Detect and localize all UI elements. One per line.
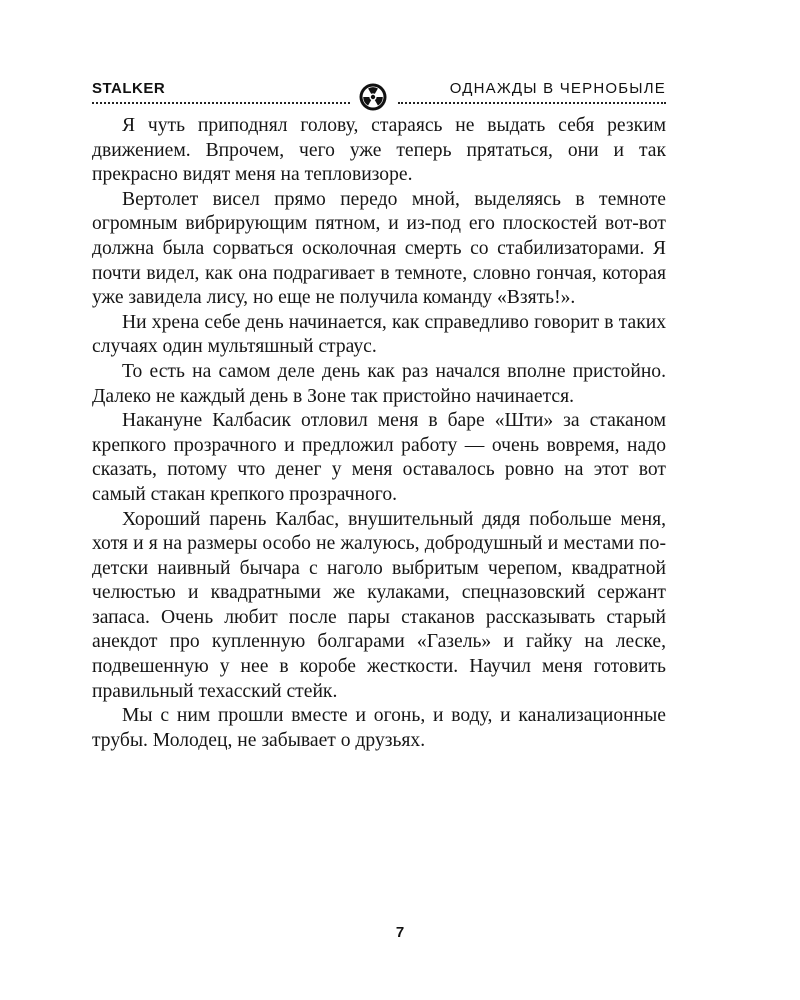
- paragraph: Ни хрена себе день начинается, как справедливо говорит в таких случаях один мультяшный страус.: [92, 311, 666, 358]
- paragraph: Накануне Калбасик отловил меня в баре «Шти» за стаканом крепкого прозрачного и предложил работу — очень вовремя, надо сказать, потому что денег у меня оставалось ровно на этот вот самый стакан крепкого прозрачного.: [92, 410, 666, 505]
- paragraph: Вертолет висел прямо передо мной, выделяясь в темноте огромным вибрирующим пятном, и из-под его плоскостей вот-вот должна была сорваться осколочная смерть со стабилизаторами. Я почти видел, как она подрагивает в темноте, словно гончая, которая уже завидела лису, но еще не получила команду «Взять!».: [92, 188, 666, 309]
- page-number: 7: [395, 924, 405, 941]
- page-body: [92, 114, 666, 753]
- header-dotted-rule-right: [398, 102, 666, 104]
- paragraph: Я чуть приподнял голову, стараясь не выдать себя резким движением. Впрочем, чего уже теперь прятаться, они и так прекрасно видят меня на тепловизоре.: [92, 115, 666, 186]
- header-dotted-rule-left: [92, 102, 350, 104]
- paragraph: То есть на самом деле день как раз начался вполне пристойно. Далеко не каждый день в Зоне так пристойно начинается.: [92, 360, 666, 407]
- paragraph: Хороший парень Калбас, внушительный дядя побольше меня, хотя и я на размеры особо не жалуюсь, добродушный и местами по-детски наивный бычара с наголо выбритым черепом, квадратной челюстью и квадратными же кулаками, спецназовский сержант запаса. Очень любит после пары стаканов рассказывать старый анекдот про купленную болгарами «Газель» и гайку на леске, подвешенную у нее в коробе жесткости. Научил меня готовить правильный техасский стейк.: [92, 508, 666, 702]
- paragraph: Мы с ним прошли вместе и огонь, и воду, и канализационные трубы. Молодец, не забывает о друзьях.: [92, 705, 666, 751]
- book-title: ОДНАЖДЫ В ЧЕРНОБЫЛЕ: [449, 80, 666, 97]
- running-header: [92, 80, 666, 114]
- series-title: STALKER: [92, 80, 166, 97]
- radiation-icon: [358, 82, 388, 112]
